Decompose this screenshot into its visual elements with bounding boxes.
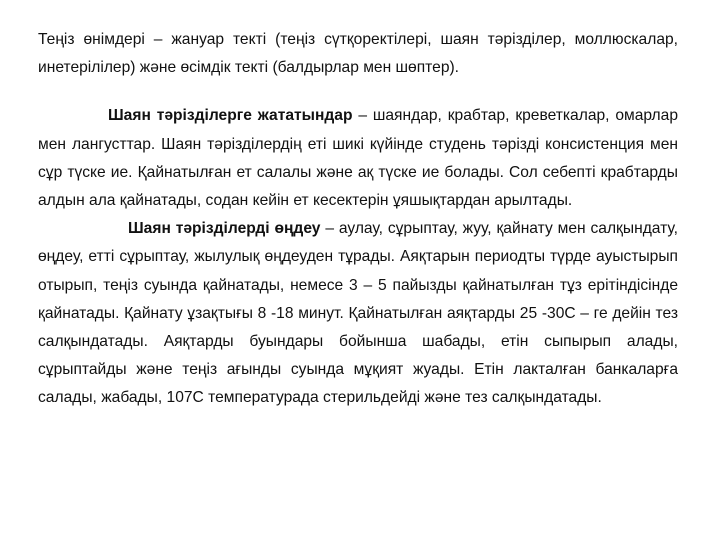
document-body	[38, 26, 678, 413]
intro-paragraph: Теңіз өнімдері – жануар текті (теңіз сүтқоректілері, шаян тәрізділер, моллюскалар, инетерілілер) және өсімдік текті (балдырлар мен шөптер).	[38, 31, 678, 77]
processing-paragraph	[38, 215, 678, 412]
crustaceans-term: Шаян тәрізділерге жататындар	[108, 107, 353, 125]
processing-text: – аулау, сұрыптау, жуу, қайнату мен салқындату, өңдеу, етті сұрыптау, жылулық өңдеуден тұрады. Аяқтарын периодты түрде ауыстырып отырып, теңіз суында қайнатады, немесе 3 – 5 пайызды қайнатылған тұз ерітіндісінде қайнатады. Қайнату ұзақтығы 8 -18 минут. Қайнатылған аяқтарды 25 -30С – ге дейін тез салқындатады. Аяқтарды буындары бойынша шабады, етін сыпырып алады, сұрыптайды және теңіз ағынды суында мұқият жуады. Етін лакталған банкаларға салады, жабады, 107С температурада стерильдейді және тез салқындатады.	[38, 220, 679, 407]
processing-term: Шаян тәрізділерді өңдеу	[128, 220, 321, 238]
crustaceans-text: – шаяндар, крабтар, креветкалар, омарлар мен лангусттар. Шаян тәрізділердің еті шикі күйінде студень тәрізді консистенция мен сұр түске ие. Қайнатылған ет салалы және ақ түске ие болады. Сол себепті крабтарды алдын ала қайнатады, содан кейін ет кесектерін ұяшықтардан арылтады.	[38, 107, 679, 210]
crustaceans-paragraph	[38, 102, 678, 215]
